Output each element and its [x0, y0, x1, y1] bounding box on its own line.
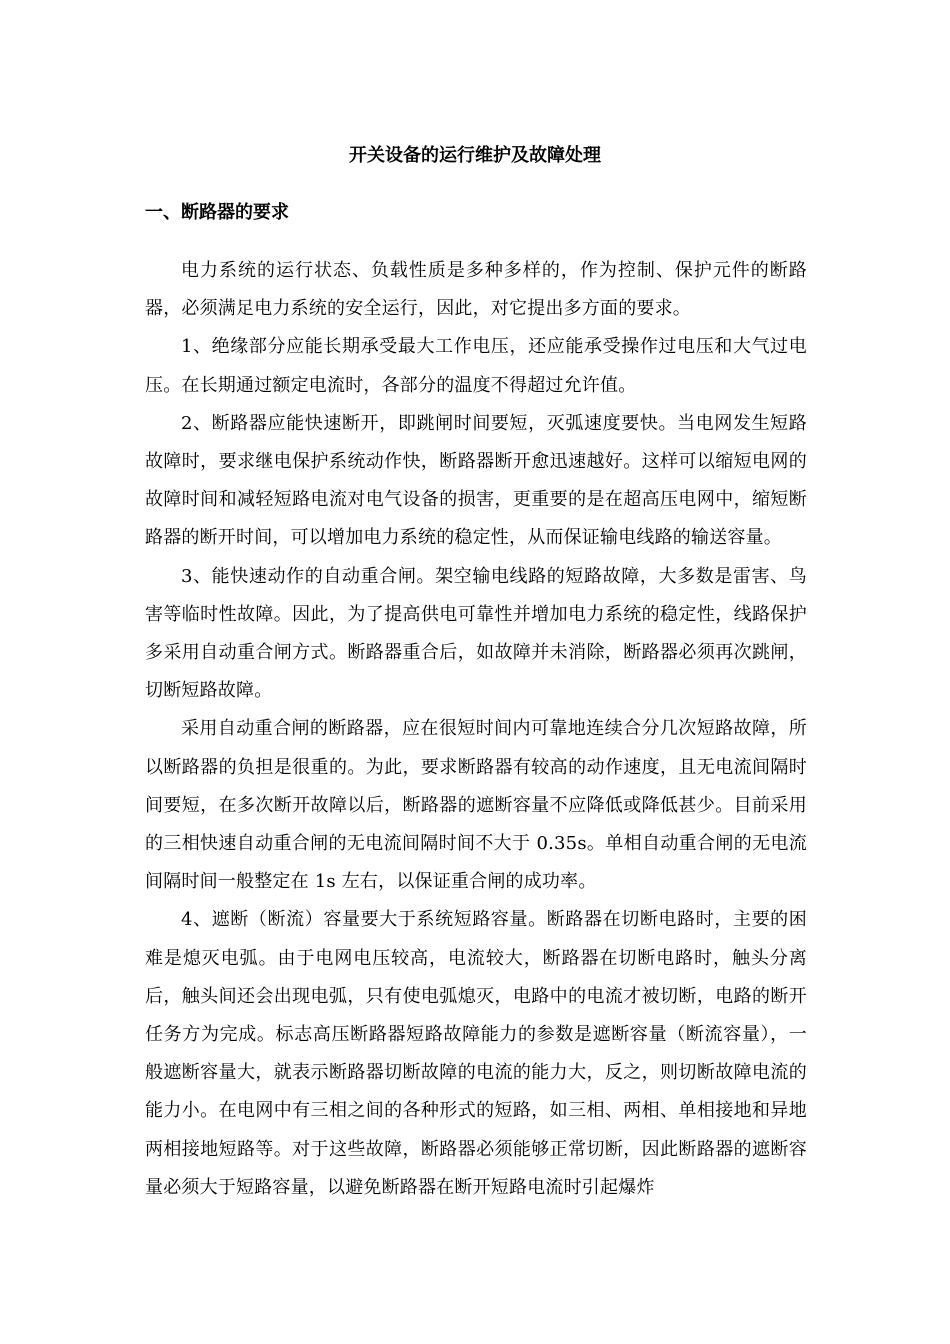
document-title: 开关设备的运行维护及故障处理	[349, 145, 601, 166]
paragraph-requirement-1: 1、绝缘部分应能长期承受最大工作电压，还应能承受操作过电压和大气过电压。在长期通过额定电流时，各部分的温度不得超过允许值。	[145, 336, 807, 396]
section-heading: 一、断路器的要求	[145, 202, 289, 223]
document-body	[145, 252, 807, 1207]
paragraph-intro: 电力系统的运行状态、负载性质是多种多样的，作为控制、保护元件的断路器，必须满足电力系统的安全运行，因此，对它提出多方面的要求。	[145, 260, 807, 320]
paragraph-requirement-4: 4、遮断（断流）容量要大于系统短路容量。断路器在切断电路时，主要的困难是熄灭电弧。由于电网电压较高，电流较大，断路器在切断电路时，触头分离后，触头间还会出现电弧，只有使电弧熄灭，电路中的电流才被切断，电路的断开任务方为完成。标志高压断路器短路故障能力的参数是遮断容量（断流容量），一般遮断容量大，就表示断路器切断故障的电流的能力大，反之，则切断故障电流的能力小。在电网中有三相之间的各种形式的短路，如三相、两相、单相接地和异地两相接地短路等。对于这些故障，断路器必须能够正常切断，因此断路器的遮断容量必须大于短路容量，以避免断路器在断开短路电流时引起爆炸	[145, 909, 807, 1198]
paragraph-requirement-2: 2、断路器应能快速断开，即跳闸时间要短，灭弧速度要快。当电网发生短路故障时，要求继电保护系统动作快，断路器断开愈迅速越好。这样可以缩短电网的故障时间和减轻短路电流对电气设备的损害，更重要的是在超高压电网中，缩短断路器的断开时间，可以增加电力系统的稳定性，从而保证输电线路的输送容量。	[145, 412, 807, 549]
paragraph-reclosing: 采用自动重合闸的断路器，应在很短时间内可靠地连续合分几次短路故障，所以断路器的负担是很重的。为此，要求断路器有较高的动作速度，且无电流间隔时间要短，在多次断开故障以后，断路器的遮断容量不应降低或降低甚少。目前采用的三相快速自动重合闸的无电流间隔时间不大于 0.35s。单相自动重合闸的无电流间隔时间一般整定在 1s 左右，以保证重合闸的成功率。	[145, 718, 807, 893]
paragraph-requirement-3: 3、能快速动作的自动重合闸。架空输电线路的短路故障，大多数是雷害、鸟害等临时性故障。因此，为了提高供电可靠性并增加电力系统的稳定性，线路保护多采用自动重合闸方式。断路器重合后，如故障并未消除，断路器必须再次跳闸，切断短路故障。	[145, 565, 807, 702]
